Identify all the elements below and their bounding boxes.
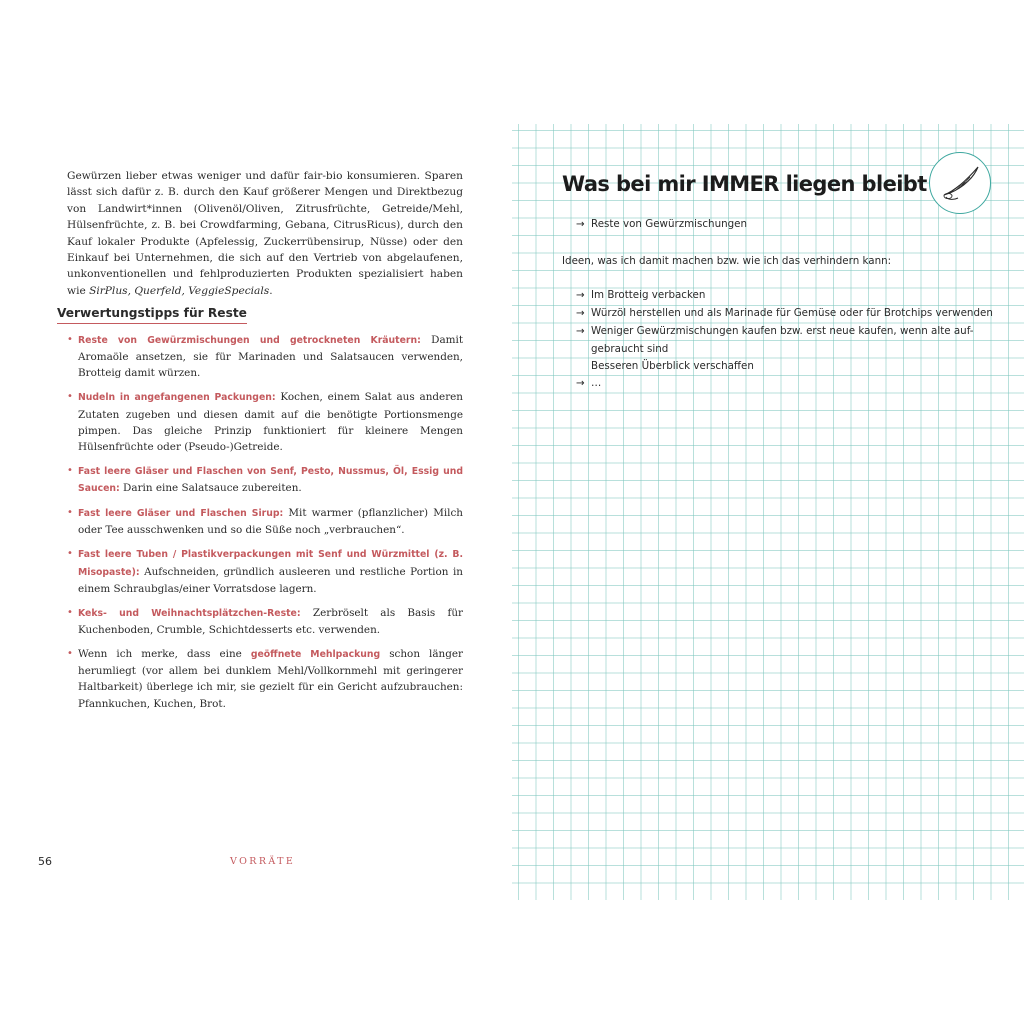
bullet-icon: • — [67, 334, 73, 345]
right-page-grid — [512, 124, 1024, 900]
tip-item — [67, 646, 463, 712]
bullet-icon: • — [67, 606, 73, 618]
tip-text: Kochen, einem Salat aus anderen Zutaten zugeben und diesen damit auf die benötigte Portionsmenge pimpen. Das gleiche Prinzip funktioniert für kleinere Mengen Hülsenfrüchte oder (Pseudo-)Getreide. — [78, 391, 464, 454]
idea-line — [576, 289, 705, 301]
tip-highlight: Fast leere Gläser und Flaschen Sirup: — [78, 508, 284, 520]
page-title: Was bei mir IMMER liegen bleibt — [562, 172, 927, 196]
arrow-icon: → — [576, 377, 585, 389]
tip-item — [67, 505, 463, 538]
arrow-icon: → — [576, 289, 585, 301]
tip-highlight: geöffnete Mehlpackung — [250, 649, 381, 661]
page-number: 56 — [38, 855, 52, 868]
bullet-icon: • — [67, 648, 73, 660]
arrow-icon: → — [576, 307, 585, 319]
idea-text: Besseren Überblick verschaffen — [591, 360, 754, 372]
idea-line — [576, 325, 973, 337]
tip-text: Zerbröselt als Basis für Kuchenboden, Crumble, Schichtdesserts etc. verwenden. — [78, 606, 464, 637]
tip-highlight: Nudeln in angefangenen Packungen: — [78, 392, 276, 404]
intro-paragraph: Gewürzen lieber etwas weniger und dafür fair-bio konsumieren. Sparen lässt sich dafür z. B. durch den Kauf größerer Mengen und Direktbezug von Landwirt*innen (Olivenöl/Oliven, Zitrusfrüchte, Getreide/Mehl, Hülsenfrüchte, z. B. bei Crowdfarming, Gebana, CitrusRicus), durch den Kauf lokaler Produkte (Apfelessig, Zuckerrübensirup, Nüsse) oder den Einkauf bei Unternehmen, die sich auf den Vertrieb von abgelaufenen, unkonventionellen und fehlproduzierten Produkten spezialisiert haben wie SirPlus, Querfeld, VeggieSpecials. — [67, 170, 463, 297]
tip-text: schon länger herumliegt (vor allem bei dunklem Mehl/Vollkornmehl mit geringerer Haltbarkeit) überlege ich mir, sie gezielt für ein Gericht aufzubrauchen: Pfannkuchen, Kuchen, Brot. — [78, 648, 463, 710]
arrow-icon: → — [576, 218, 585, 230]
quill-icon — [929, 152, 991, 214]
bullet-icon: • — [67, 548, 73, 560]
idea-line — [576, 307, 993, 319]
tip-prefix: Wenn ich merke, dass eine — [78, 648, 251, 661]
idea-line — [576, 360, 754, 372]
idea-text: Weniger Gewürzmischungen kaufen bzw. erst neue kaufen, wenn alte auf- — [591, 325, 974, 337]
arrow-icon: → — [576, 325, 585, 337]
tip-highlight: Reste von Gewürzmischungen und getrockneten Kräutern: — [78, 335, 421, 346]
item-line — [576, 218, 747, 230]
idea-line — [576, 377, 601, 389]
tip-item — [67, 332, 463, 382]
tip-highlight: Keks- und Weihnachtsplätzchen-Reste: — [78, 607, 301, 619]
tip-text: Mit warmer (pflanzlicher) Milch oder Tee ausschwenken und so die Süße noch „verbrauchen“. — [78, 507, 463, 537]
running-head: VORRÄTE — [230, 856, 296, 867]
tip-item — [67, 463, 463, 497]
idea-text: … — [591, 377, 602, 389]
idea-continuation: gebraucht sind — [591, 343, 669, 355]
tip-text: Aufschneiden, gründlich ausleeren und restliche Portion in einem Schraubglas/einer Vorratsdose lagern. — [78, 565, 463, 595]
idea-text: Würzöl herstellen und als Marinade für Gemüse oder für Brotchips verwenden — [591, 307, 993, 319]
bullet-icon: • — [67, 507, 73, 519]
tips-list — [67, 332, 463, 720]
tip-item — [67, 605, 463, 638]
tip-item — [67, 389, 463, 455]
intro-brands: SirPlus, Querfeld, VeggieSpecials — [89, 284, 270, 297]
ideas-intro: Ideen, was ich damit machen bzw. wie ich das verhindern kann: — [562, 255, 892, 267]
tip-item — [67, 546, 463, 597]
tip-text: Damit Aromaöle ansetzen, sie für Marinaden und Salatsaucen verwenden, Brotteig damit würzen. — [78, 334, 463, 380]
tip-highlight: Fast leere Tuben / Plastikverpackungen mit Senf und Würzmittel (z. B. Misopaste): — [78, 549, 463, 578]
bullet-icon: • — [67, 391, 73, 403]
item-text: Reste von Gewürzmischungen — [591, 218, 748, 230]
section-heading: Verwertungstipps für Reste — [57, 306, 247, 324]
bullet-icon: • — [67, 465, 73, 477]
idea-text: Im Brotteig verbacken — [591, 289, 706, 301]
tip-text: Darin eine Salatsauce zubereiten. — [119, 482, 302, 495]
tip-highlight: Fast leere Gläser und Flaschen von Senf, Pesto, Nussmus, Öl, Essig und Saucen: — [78, 466, 463, 495]
